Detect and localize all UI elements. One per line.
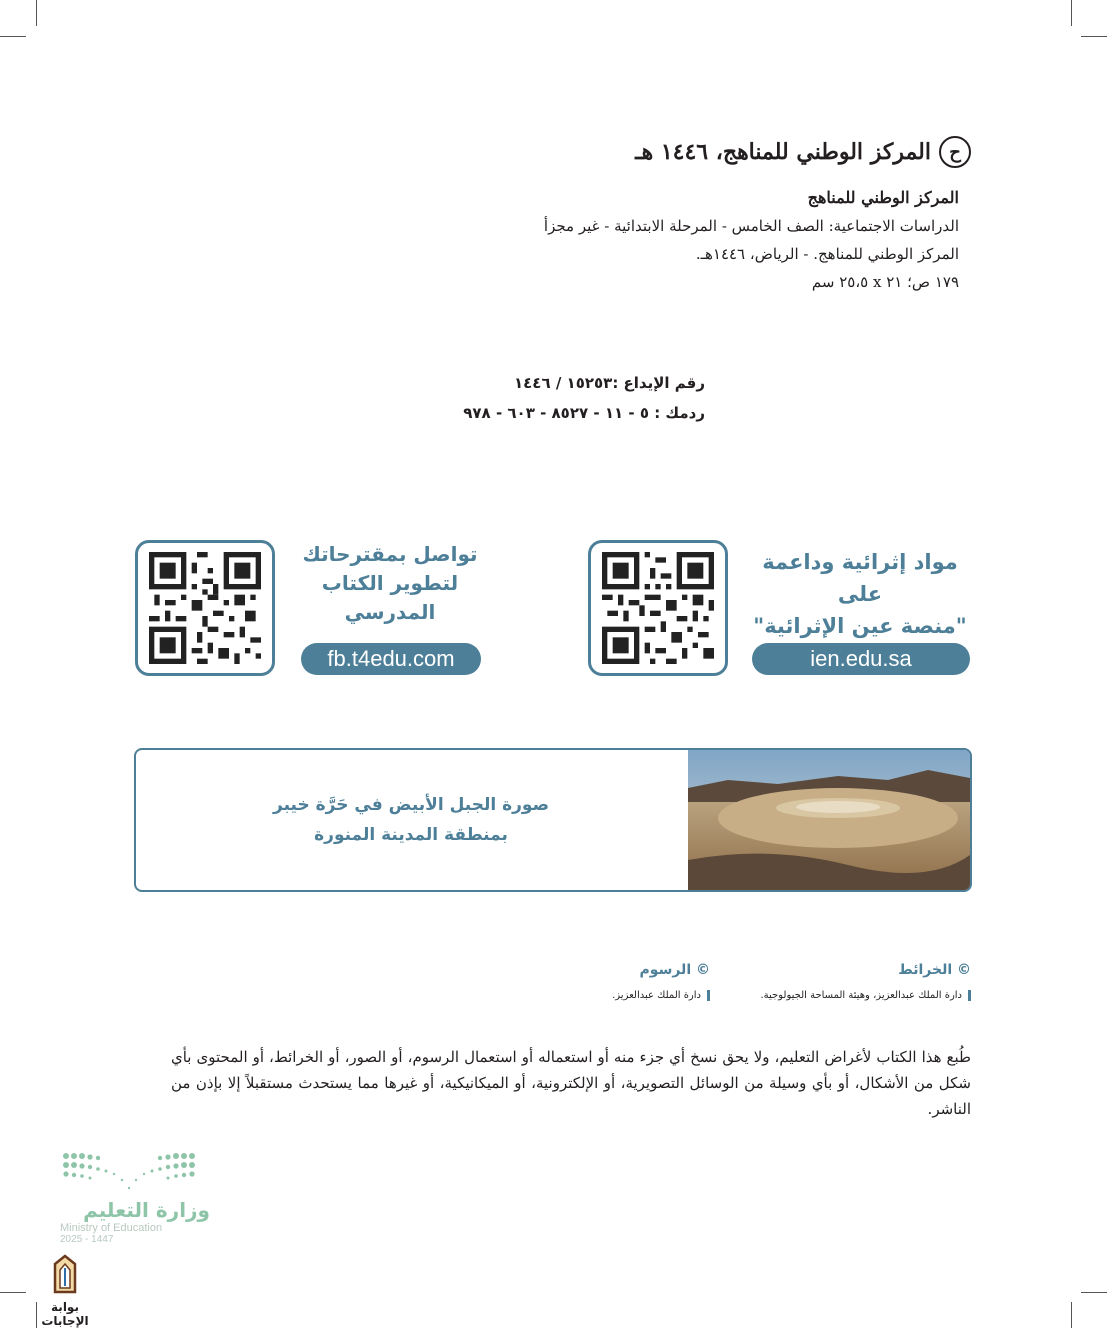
catalog-organization: المركز الوطني للمناهج (807, 188, 959, 207)
drawings-credit-text: دارة الملك عبدالعزيز. (612, 990, 710, 1001)
crop-mark (1071, 1302, 1072, 1328)
qr-promo-feedback (290, 540, 490, 627)
promo-line: تواصل بمقترحاتك (302, 542, 478, 566)
promo-line: لتطوير الكتاب (321, 571, 459, 595)
cover-caption-line: صورة الجبل الأبيض في حَرَّة خيبر (273, 795, 549, 815)
crop-mark (0, 1292, 26, 1293)
deposit-number: رقم الإيداع :١٥٢٥٣ / ١٤٤٦ (513, 374, 705, 392)
ministry-name-ar: وزارة التعليم (83, 1198, 210, 1222)
portal-name: بوابة الإجابات (41, 1300, 89, 1328)
qr-code-feedback[interactable] (135, 540, 275, 676)
deposit-info (463, 368, 705, 428)
ministry-logo (60, 1150, 210, 1245)
crop-mark (36, 0, 37, 26)
catalog-record (499, 184, 959, 296)
qr-code-ien[interactable] (588, 540, 728, 676)
maps-credit-title: © الخرائط (898, 962, 971, 978)
copyright-symbol: ح (939, 136, 971, 168)
drawings-credit-title: © الرسوم (639, 962, 710, 978)
qr-promo-ien (740, 546, 980, 642)
legal-notice: طُبع هذا الكتاب لأغراض التعليم، ولا يحق نسخ أي جزء منه أو استعماله أو استعمال الرسوم، أو الصور، أو الخرائط، أو المحتوى بأي شكل من الأشكال، أو بأي وسيلة من الوسائل التصويرية، أو الإلكترونية، أو الميكانيكية، أو غيرها مما يستحدث مستقبلاً إلا بإذن من الناشر. (171, 1048, 971, 1118)
copyright-heading (635, 136, 971, 168)
crop-mark (1071, 0, 1072, 26)
cover-photo-crater (688, 750, 970, 890)
promo-line: "منصة عين الإثرائية" (753, 614, 967, 638)
cover-caption-line: بمنطقة المدينة المنورة (314, 825, 508, 845)
ministry-name-en: Ministry of Education (60, 1222, 163, 1234)
catalog-line: ١٧٩ ص؛ ٢١ x ٢٥،٥ سم (811, 273, 959, 291)
promo-line: مواد إثرائية وداعمة على (762, 550, 958, 606)
ien-link[interactable]: ien.edu.sa (752, 643, 970, 675)
crop-mark (1081, 1292, 1107, 1293)
crop-mark (1081, 36, 1107, 37)
ministry-dots-icon (60, 1150, 198, 1194)
promo-line: المدرسي (344, 600, 436, 624)
qr-code-icon (602, 552, 714, 664)
copyright-text: المركز الوطني للمناهج، ١٤٤٦ هـ (635, 139, 931, 165)
cover-caption-box (134, 748, 972, 892)
cover-caption (136, 750, 686, 890)
catalog-line: المركز الوطني للمناهج. - الرياض، ١٤٤٦هـ. (695, 245, 959, 263)
crop-mark (0, 36, 26, 37)
qr-code-icon (149, 552, 261, 664)
isbn-number: ردمك : ٥ - ١١ - ٨٥٢٧ - ٦٠٣ - ٩٧٨ (463, 404, 705, 422)
portal-lantern-icon (45, 1254, 85, 1296)
feedback-link[interactable]: fb.t4edu.com (301, 643, 481, 675)
ministry-years: 2025 - 1447 (60, 1234, 114, 1245)
catalog-line: الدراسات الاجتماعية: الصف الخامس - المرحلة الابتدائية - غير مجزأ (543, 217, 959, 235)
maps-credit-text: دارة الملك عبدالعزيز، وهيئة المساحة الجيولوجية. (761, 990, 972, 1001)
answers-portal-logo (30, 1254, 100, 1328)
